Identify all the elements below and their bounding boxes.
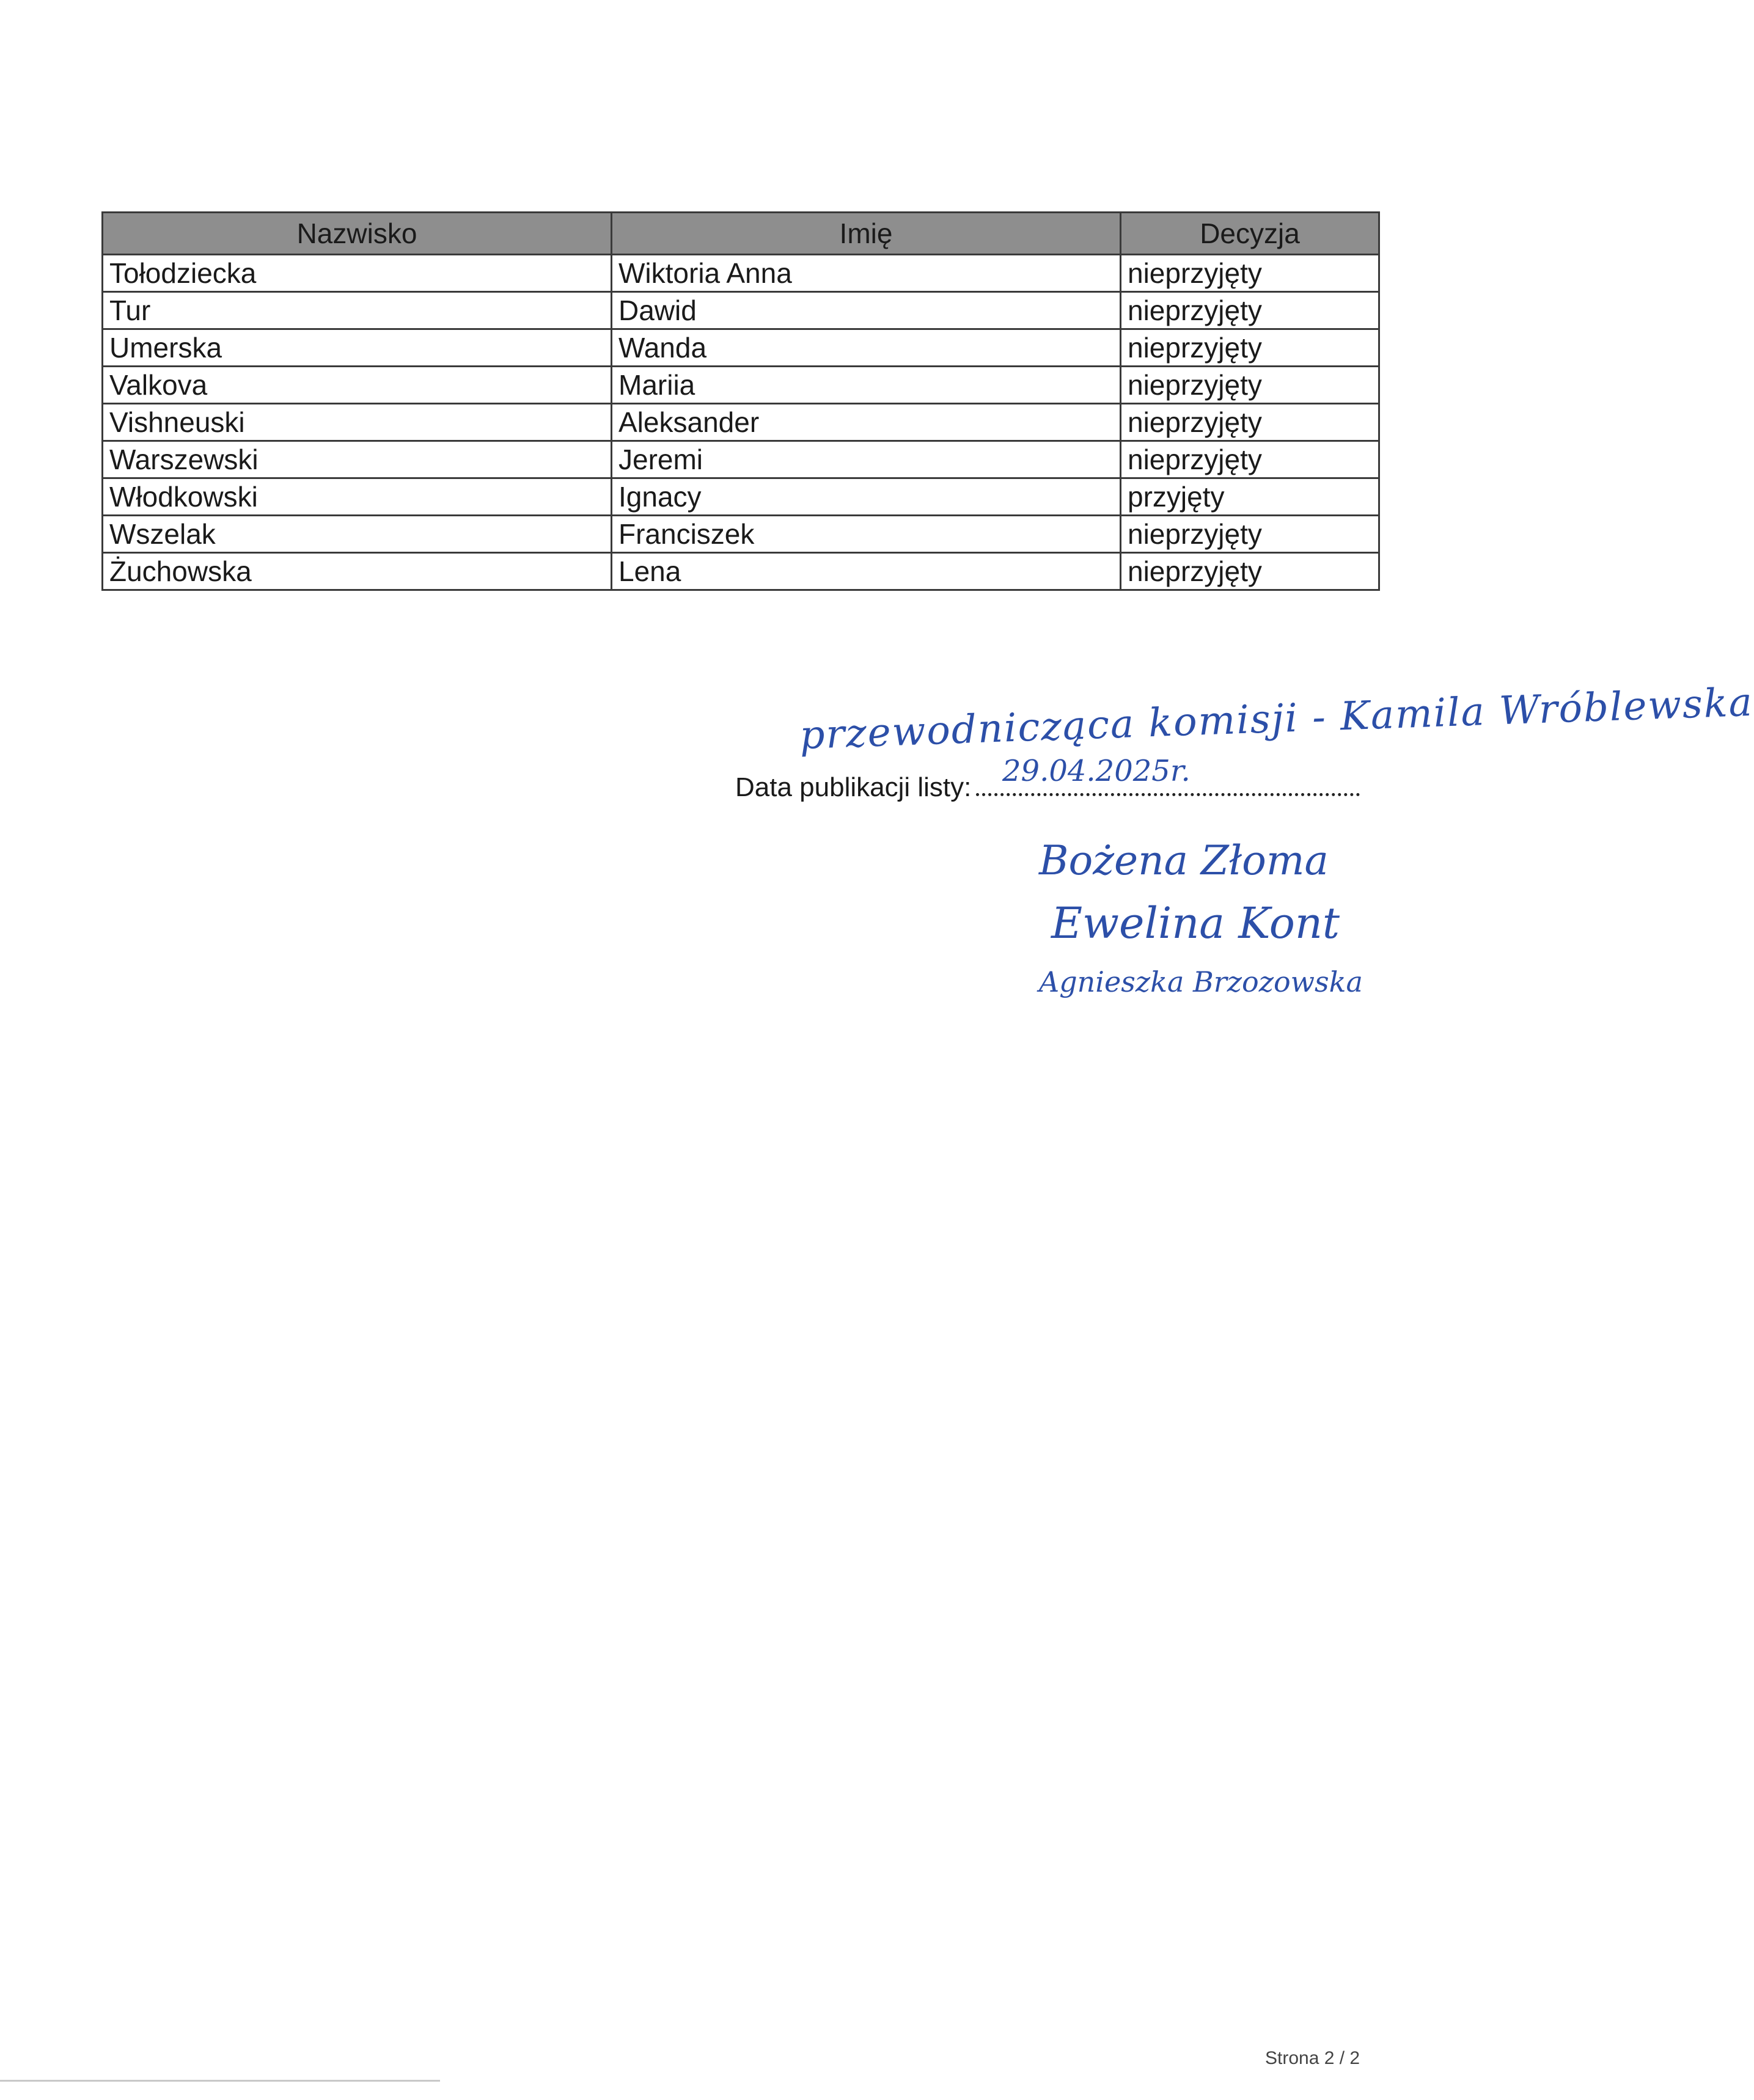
publication-label: Data publikacji listy: bbox=[735, 772, 972, 802]
handwritten-signature-2: Ewelina Kont bbox=[1051, 898, 1340, 948]
cell-surname: Tołodziecka bbox=[103, 255, 612, 292]
table-header-row bbox=[103, 213, 1379, 255]
cell-decision: nieprzyjęty bbox=[1121, 516, 1379, 553]
table-row bbox=[103, 329, 1379, 367]
header-first-name: Imię bbox=[612, 213, 1121, 255]
cell-decision: nieprzyjęty bbox=[1121, 329, 1379, 367]
cell-surname: Vishneuski bbox=[103, 404, 612, 441]
scan-edge-line bbox=[0, 2080, 440, 2082]
table-row bbox=[103, 367, 1379, 404]
table-row bbox=[103, 292, 1379, 329]
cell-first-name: Franciszek bbox=[612, 516, 1121, 553]
cell-decision: przyjęty bbox=[1121, 478, 1379, 516]
cell-decision: nieprzyjęty bbox=[1121, 255, 1379, 292]
cell-decision: nieprzyjęty bbox=[1121, 553, 1379, 590]
cell-surname: Wszelak bbox=[103, 516, 612, 553]
cell-surname: Włodkowski bbox=[103, 478, 612, 516]
cell-decision: nieprzyjęty bbox=[1121, 292, 1379, 329]
header-decision: Decyzja bbox=[1121, 213, 1379, 255]
page-number: Strona 2 / 2 bbox=[1265, 2048, 1360, 2068]
cell-first-name: Wiktoria Anna bbox=[612, 255, 1121, 292]
table-row bbox=[103, 516, 1379, 553]
cell-first-name: Aleksander bbox=[612, 404, 1121, 441]
cell-first-name: Mariia bbox=[612, 367, 1121, 404]
cell-first-name: Ignacy bbox=[612, 478, 1121, 516]
table-row bbox=[103, 441, 1379, 478]
table-row bbox=[103, 553, 1379, 590]
cell-decision: nieprzyjęty bbox=[1121, 367, 1379, 404]
cell-decision: nieprzyjęty bbox=[1121, 441, 1379, 478]
table-row bbox=[103, 404, 1379, 441]
cell-first-name: Wanda bbox=[612, 329, 1121, 367]
cell-first-name: Lena bbox=[612, 553, 1121, 590]
cell-decision: nieprzyjęty bbox=[1121, 404, 1379, 441]
cell-surname: Tur bbox=[103, 292, 612, 329]
handwritten-chair-signature: przewodnicząca komisji - Kamila Wróblewska bbox=[799, 679, 1754, 759]
cell-surname: Umerska bbox=[103, 329, 612, 367]
header-surname: Nazwisko bbox=[103, 213, 612, 255]
cell-surname: Warszewski bbox=[103, 441, 612, 478]
handwritten-publication-date: 29.04.2025r. bbox=[1002, 754, 1191, 788]
cell-first-name: Dawid bbox=[612, 292, 1121, 329]
results-table bbox=[101, 211, 1380, 591]
handwritten-signature-1: Bożena Złoma bbox=[1039, 837, 1329, 884]
cell-surname: Valkova bbox=[103, 367, 612, 404]
cell-first-name: Jeremi bbox=[612, 441, 1121, 478]
cell-surname: Żuchowska bbox=[103, 553, 612, 590]
handwritten-signature-3: Agnieszka Brzozowska bbox=[1039, 965, 1363, 998]
table-row bbox=[103, 478, 1379, 516]
table-row bbox=[103, 255, 1379, 292]
